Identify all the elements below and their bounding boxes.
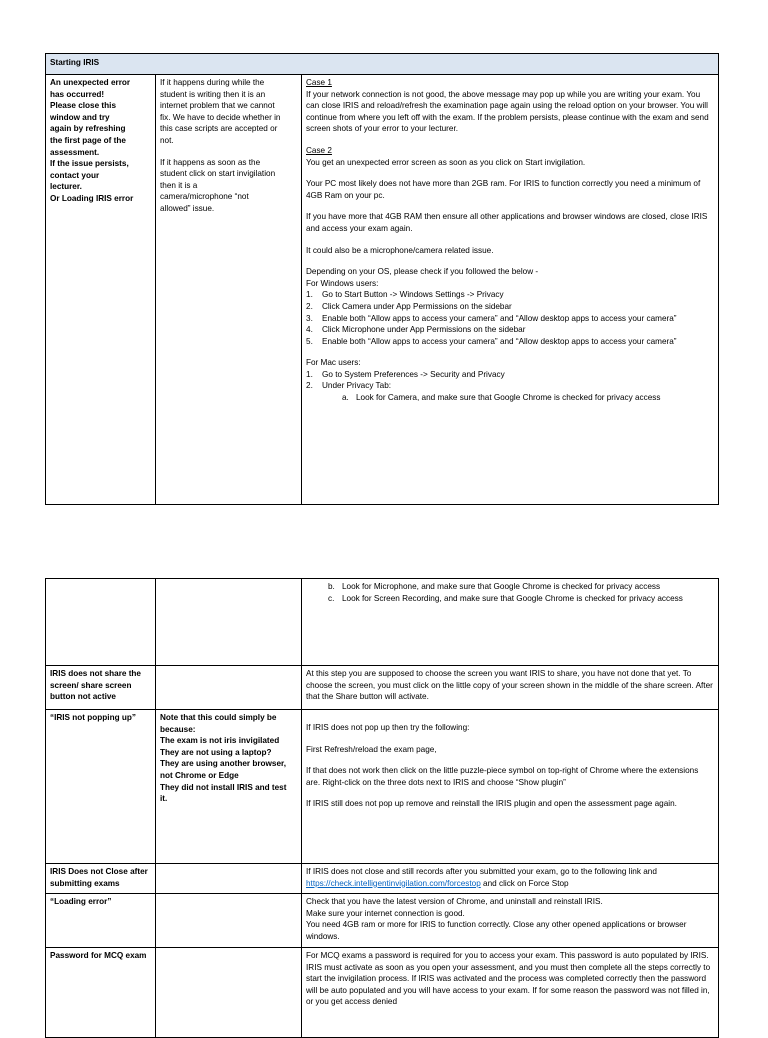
solution-cell xyxy=(302,894,719,948)
issue-line: again by refreshing xyxy=(50,124,126,134)
note-line: They are not using a laptop? xyxy=(160,747,272,757)
case1-title: Case 1 xyxy=(306,78,332,87)
solution-line: First Refresh/reload the exam page, xyxy=(306,744,437,754)
case2-text: You get an unexpected error screen as soon as you click on Start invigilation. xyxy=(306,157,586,167)
issue-line: window and try xyxy=(50,112,110,122)
note-line: internet problem that we cannot xyxy=(160,101,275,111)
mac-sub-steps xyxy=(306,581,714,604)
list-item-text: Under Privacy Tab: xyxy=(322,381,392,391)
list-marker: c. xyxy=(328,593,335,603)
solution-cell xyxy=(302,864,719,894)
list-marker: b. xyxy=(328,582,335,591)
solution-text: If IRIS does not close and still records after you submitted your exam, go to the following link and xyxy=(306,867,657,876)
list-item xyxy=(328,593,714,605)
issue-line: An unexpected error xyxy=(50,78,131,87)
issue-cell: “IRIS not popping up” xyxy=(46,710,156,864)
issue-line: If the issue persists, xyxy=(50,159,129,169)
note-cell xyxy=(156,864,302,894)
list-item-text: Look for Screen Recording, and make sure that Google Chrome is checked for privacy access xyxy=(342,593,683,603)
issue-cell xyxy=(46,75,156,505)
case2-title: Case 2 xyxy=(306,145,332,155)
list-item-text: Look for Microphone, and make sure that Google Chrome is checked for privacy access xyxy=(342,582,661,591)
ram-text: Your PC most likely does not have more than 2GB ram. For IRIS to function correctly you need a minimum of 4GB Ram on your pc. xyxy=(306,179,701,200)
issue-line: assessment. xyxy=(50,147,100,157)
note-line: this case scripts are accepted or xyxy=(160,124,278,134)
issue-line: Or Loading IRIS error xyxy=(50,193,134,203)
note-cell xyxy=(156,948,302,1038)
note-cell xyxy=(156,894,302,948)
note-line: allowed” issue. xyxy=(160,203,215,213)
note-line: Note that this could simply be xyxy=(160,713,277,722)
note-line: camera/microphone “not xyxy=(160,192,249,202)
table-header: Starting IRIS xyxy=(46,54,719,75)
issue-line: lecturer. xyxy=(50,182,82,192)
list-item: Enable both “Allow apps to access your camera” and “Allow desktop apps to access your camera” xyxy=(322,313,677,323)
solution-line: If IRIS still does not pop up remove and reinstall the IRIS plugin and open the assessment page again. xyxy=(306,799,677,809)
note-line: fix. We have to decide whether in xyxy=(160,112,281,122)
note-line: If it happens during while the xyxy=(160,78,265,87)
troubleshooting-table xyxy=(45,578,719,1038)
issue-cell xyxy=(46,579,156,666)
solution-line: You need 4GB ram or more for IRIS to function correctly. Close any other opened applications or browser windows. xyxy=(306,920,687,941)
list-item xyxy=(342,392,714,404)
note-line: not. xyxy=(160,135,174,145)
solution-cell xyxy=(302,579,719,666)
issue-cell: Password for MCQ exam xyxy=(46,948,156,1038)
list-item: Click Camera under App Permissions on the sidebar xyxy=(322,301,512,311)
note-line: student click on start invigilation xyxy=(160,169,276,179)
issue-line: the first page of the xyxy=(50,135,126,145)
ram-more-text: If you have more that 4GB RAM then ensure all other applications and browser windows are closed, close IRIS and access your exam again. xyxy=(306,212,708,233)
solution-cell: For MCQ exams a password is required for you to access your exam. This password is auto populated by IRIS. IRIS must activate as soon as you open your assessment, and you must then complete all the steps correctly to start the invigilation process. If IRIS was activated and the process was completed correctly then the password will be auto populated and you will have access to your exam. If for some reason the password was not filled in, or you get access denied xyxy=(302,948,719,1038)
list-item: Click Microphone under App Permissions on the sidebar xyxy=(322,325,526,335)
note-line: because: xyxy=(160,724,196,734)
note-line: They did not install IRIS and test xyxy=(160,782,287,792)
issue-cell: IRIS does not share the screen/ share screen button not active xyxy=(46,666,156,710)
solution-cell xyxy=(302,75,719,505)
list-item: Go to Start Button -> Windows Settings -> Privacy xyxy=(322,290,504,300)
note-cell xyxy=(156,666,302,710)
note-cell xyxy=(156,710,302,864)
solution-line: If that does not work then click on the little puzzle-piece symbol on top-right of Chrome where the extensions are. Right-click on the three dots next to IRIS and choose “Show plugin” xyxy=(306,766,699,787)
list-item xyxy=(328,581,714,593)
list-item: Go to System Preferences -> Security and Privacy xyxy=(322,369,505,379)
solution-line: If IRIS does not pop up then try the following: xyxy=(306,723,470,732)
list-item: Enable both “Allow apps to access your camera” and “Allow desktop apps to access your camera” xyxy=(322,336,677,346)
issue-line: Please close this xyxy=(50,101,116,111)
note-line: They are using another browser, xyxy=(160,759,287,769)
solution-cell: At this step you are supposed to choose the screen you want IRIS to share, you have not done that yet. To choose the screen, you must click on the little copy of your screen shown in the middle of the share screen. After that the Share button will activate. xyxy=(302,666,719,710)
list-marker: a. xyxy=(342,393,349,403)
windows-label: For Windows users: xyxy=(306,278,379,288)
force-stop-link[interactable]: https://check.intelligentinvigilation.com/forcestop xyxy=(306,878,481,888)
solution-cell xyxy=(302,710,719,864)
starting-iris-table xyxy=(45,53,719,505)
mic-text: It could also be a microphone/camera related issue. xyxy=(306,245,494,255)
solution-text: and click on Force Stop xyxy=(483,878,569,888)
solution-line: Check that you have the latest version of Chrome, and uninstall and reinstall IRIS. xyxy=(306,897,603,906)
note-line: The exam is not iris invigilated xyxy=(160,736,280,746)
case1-text: If your network connection is not good, the above message may pop up while you are writing your exam. You can close IRIS and reload/refresh the examination page again using the reload option on your browser. You will continue from where you left off with the exam. If the problem persists, please continue with the exam and send screen shots of your error to your lecturer. xyxy=(306,89,709,134)
note-line: then it is a xyxy=(160,180,198,190)
note-cell xyxy=(156,579,302,666)
list-item-text: Look for Camera, and make sure that Google Chrome is checked for privacy access xyxy=(356,393,661,403)
windows-steps xyxy=(306,289,714,347)
note-line: student is writing then it is an xyxy=(160,89,266,99)
mac-sub-steps xyxy=(322,392,714,404)
list-item xyxy=(322,380,714,403)
issue-cell: IRIS Does not Close after submitting exams xyxy=(46,864,156,894)
note-line: it. xyxy=(160,794,168,804)
mac-steps xyxy=(306,369,714,404)
issue-line: contact your xyxy=(50,170,100,180)
note-line: not Chrome or Edge xyxy=(160,770,239,780)
solution-line: Make sure your internet connection is good. xyxy=(306,908,465,918)
note-cell xyxy=(156,75,302,505)
mac-label: For Mac users: xyxy=(306,358,361,368)
issue-cell: “Loading error” xyxy=(46,894,156,948)
issue-line: has occurred! xyxy=(50,89,105,99)
note-line: If it happens as soon as the xyxy=(160,157,261,167)
os-intro: Depending on your OS, please check if you followed the below - xyxy=(306,267,539,277)
